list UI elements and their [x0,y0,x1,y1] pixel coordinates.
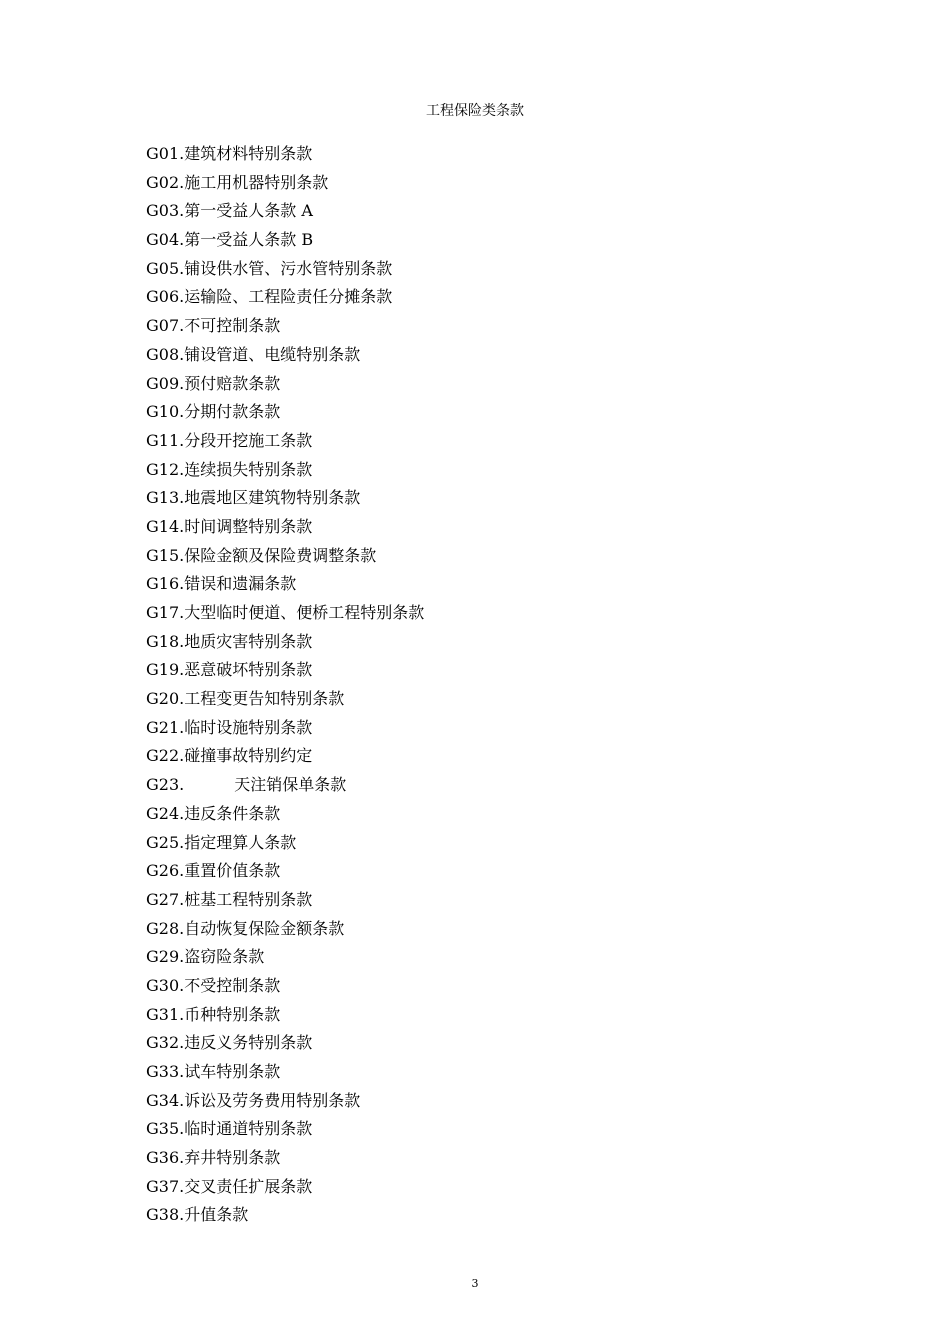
clause-item [146,800,424,829]
clause-item [146,771,424,800]
clause-item [146,915,424,944]
clause-text: 地震地区建筑物特别条款 [184,488,361,508]
clause-text: 铺设供水管、污水管特别条款 [184,258,393,278]
clause-text: 时间调整特别条款 [184,516,313,536]
clause-text: 盗窃险条款 [184,947,265,967]
clause-list [146,140,424,1230]
clause-code: G29. [146,947,185,967]
clause-text: 指定理算人条款 [184,832,297,852]
clause-code: G26. [146,861,185,881]
clause-text: 建筑材料特别条款 [184,144,313,163]
clause-code: G24. [146,803,185,823]
clause-code: G38. [146,1205,185,1225]
clause-item [146,456,424,485]
clause-code: G22. [146,746,185,766]
clause-text: 运输险、工程险责任分摊条款 [184,287,393,307]
clause-item [146,484,424,513]
clause-item [146,742,424,771]
clause-code: G18. [146,631,185,651]
clause-code: G33. [146,1062,185,1081]
clause-item [146,685,424,714]
clause-item [146,628,424,657]
clause-code: G11. [146,430,185,450]
clause-item [146,570,424,599]
clause-code: G21. [146,717,185,737]
clause-item [146,283,424,312]
clause-item [146,1087,424,1116]
clause-text: 错误和遗漏条款 [184,574,297,594]
clause-item [146,1201,424,1230]
clause-code: G07. [146,316,185,336]
clause-code: G13. [146,488,185,508]
clause-code: G06. [146,287,185,307]
clause-text: 第一受益人条款 B [184,230,314,250]
clause-text: 施工用机器特别条款 [184,172,329,192]
clause-text: 临时设施特别条款 [184,717,313,737]
clause-text: 预付赔款条款 [184,373,281,393]
clause-text: 交叉责任扩展条款 [184,1176,313,1196]
clause-code: G32. [146,1033,185,1053]
clause-text: 工程变更告知特别条款 [184,689,345,709]
page-number: 3 [471,1277,479,1290]
clause-item [146,1058,424,1087]
clause-item [146,427,424,456]
clause-item [146,1029,424,1058]
clause-code: G34. [146,1090,185,1110]
clause-text: 天注销保单条款 [234,775,347,795]
clause-item [146,656,424,685]
clause-text: 诉讼及劳务费用特别条款 [184,1090,361,1110]
clause-code: G20. [146,689,185,709]
clause-code: G31. [146,1004,185,1024]
clause-code: G05. [146,258,185,278]
clause-code: G10. [146,402,185,422]
clause-text: 碰撞事故特别约定 [184,746,313,766]
clause-text: 桩基工程特别条款 [184,889,313,909]
clause-item [146,398,424,427]
clause-code: G02. [146,172,185,192]
clause-item [146,370,424,399]
clause-item [146,1144,424,1173]
clause-item [146,829,424,858]
clause-code: G16. [146,574,185,594]
clause-code: G14. [146,516,185,536]
clause-item [146,255,424,284]
clause-code: G23. [146,775,185,795]
clause-item [146,341,424,370]
clause-text: 大型临时便道、便桥工程特别条款 [184,603,425,622]
clause-code: G30. [146,975,185,995]
clause-item [146,542,424,571]
clause-text: 保险金额及保险费调整条款 [184,545,377,565]
clause-item [146,513,424,542]
clause-code: G17. [146,603,185,622]
clause-code: G12. [146,459,185,479]
clause-item [146,312,424,341]
clause-text: 重置价值条款 [184,861,281,881]
clause-text: 试车特别条款 [184,1062,281,1081]
clause-text: 第一受益人条款 A [184,201,313,221]
clause-item [146,599,424,628]
clause-text: 分期付款条款 [184,402,281,422]
clause-text: 地质灾害特别条款 [184,631,313,651]
clause-item [146,972,424,1001]
clause-item [146,140,424,169]
clause-code: G27. [146,889,185,909]
clause-item [146,1001,424,1030]
clause-text: 不可控制条款 [184,316,281,336]
clause-text: 升值条款 [184,1205,249,1225]
clause-item [146,857,424,886]
clause-text: 违反义务特别条款 [184,1033,313,1053]
clause-item [146,169,424,198]
clause-text: 自动恢复保险金额条款 [184,918,345,938]
clause-text: 连续损失特别条款 [184,459,313,479]
clause-text: 恶意破坏特别条款 [184,660,313,680]
clause-code: G25. [146,832,185,852]
clause-code: G15. [146,545,185,565]
clause-text: 币种特别条款 [184,1004,281,1024]
clause-code: G35. [146,1119,185,1139]
clause-item [146,197,424,226]
clause-code: G37. [146,1176,185,1196]
clause-code: G08. [146,344,185,364]
clause-text: 不受控制条款 [184,975,281,995]
clause-text: 违反条件条款 [184,803,281,823]
clause-item [146,943,424,972]
clause-code: G03. [146,201,185,221]
clause-item [146,714,424,743]
clause-code: G04. [146,230,185,250]
clause-code: G19. [146,660,185,680]
clause-text: 分段开挖施工条款 [184,430,313,450]
clause-code: G01. [146,144,185,163]
clause-item [146,1115,424,1144]
clause-item [146,226,424,255]
clause-item [146,1173,424,1202]
clause-text: 铺设管道、电缆特别条款 [184,344,361,364]
clause-text: 弃井特别条款 [184,1148,281,1168]
clause-code: G36. [146,1148,185,1168]
clause-code: G09. [146,373,185,393]
clause-code: G28. [146,918,185,938]
page-title: 工程保险类条款 [426,103,524,119]
clause-item [146,886,424,915]
clause-text: 临时通道特别条款 [184,1119,313,1139]
